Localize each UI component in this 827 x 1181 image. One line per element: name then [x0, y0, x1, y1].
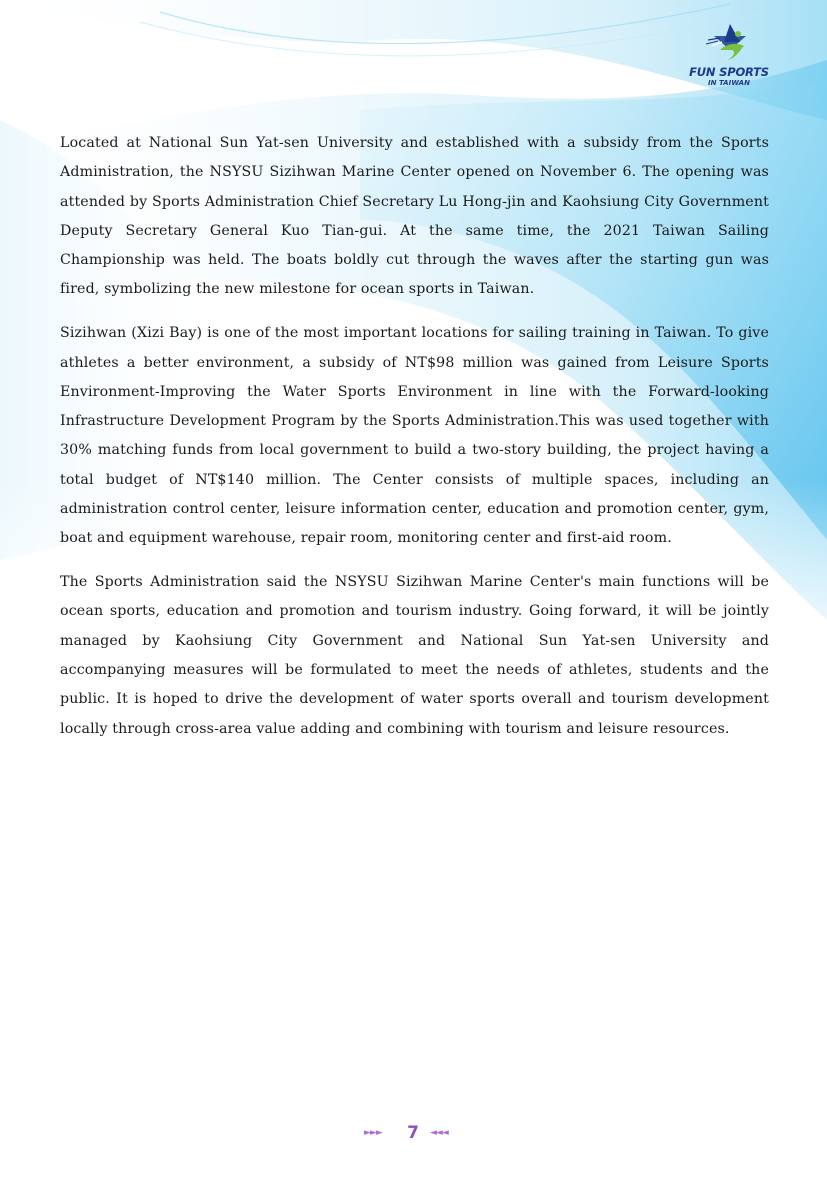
- arrow-left-icon: ◄◄◄: [430, 1128, 448, 1138]
- page-number: 7: [407, 1123, 419, 1143]
- paragraph-2: Sizihwan (Xizi Bay) is one of the most important locations for sailing training in Taiwan. To give athletes a better environment, a subsidy of NT$98 million was gained from Leisure Sports Environment-Improving the Water Sports Environment in line with the Forward-looking Infrastructure Development Program by the Sports Administration.This was used together with 30% matching funds from local government to build a two-story building, the project having a total budget of NT$140 million. The Center consists of multiple spaces, including an administration control center, leisure information center, education and promotion center, gym, boat and equipment warehouse, repair room, monitoring center and first-aid room.: [60, 325, 769, 547]
- page-footer: [360, 1122, 466, 1148]
- paragraph-3: The Sports Administration said the NSYSU Sizihwan Marine Center's main functions will be ocean sports, education and promotion and tourism industry. Going forward, it will be jointly managed by Kaohsiung City Government and National Sun Yat-sen University and accompanying measures will be formulated to meet the needs of athletes, students and the public. It is hoped to drive the development of water sports overall and tourism development locally through cross-area value adding and combining with tourism and leisure resources.: [60, 574, 769, 737]
- star-athlete-logo-icon: [684, 20, 774, 66]
- article-body: [60, 129, 769, 758]
- paragraph-1: Located at National Sun Yat-sen University and established with a subsidy from the Sports Administration, the NSYSU Sizihwan Marine Center opened on November 6. The opening was attended by Sports Administration Chief Secretary Lu Hong-jin and Kaohsiung City Government Deputy Secretary General Kuo Tian-gui. At the same time, the 2021 Taiwan Sailing Championship was held. The boats boldly cut through the waves after the starting gun was fired, symbolizing the new milestone for ocean sports in Taiwan.: [60, 135, 769, 298]
- logo-title: FUN SPORTS: [689, 65, 769, 79]
- logo-subtitle: IN TAIWAN: [708, 79, 750, 87]
- arrow-right-icon: ►►►: [364, 1128, 382, 1138]
- fun-sports-logo: [684, 20, 774, 92]
